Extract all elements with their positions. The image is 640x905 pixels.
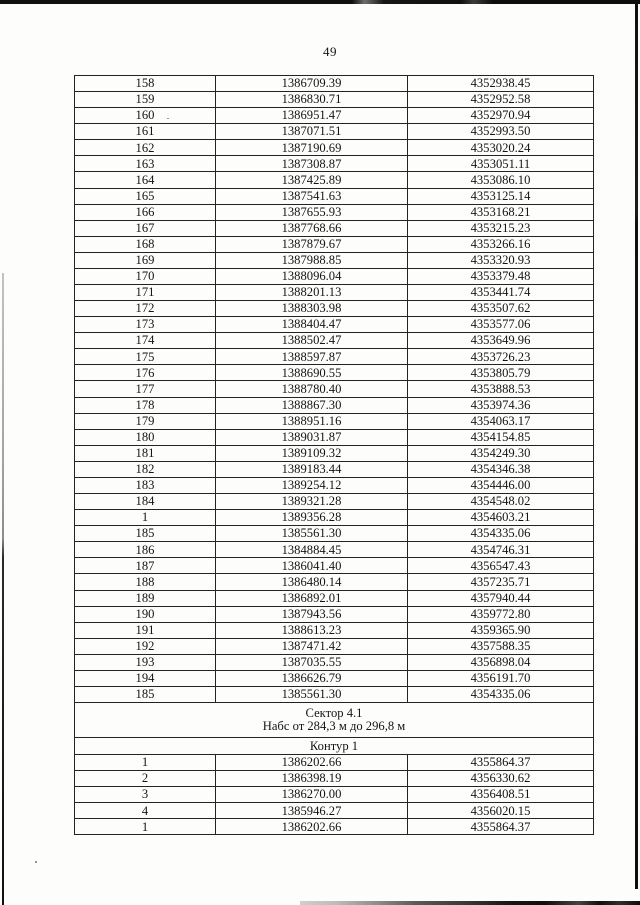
coordinate-x-cell: 1387071.51	[216, 124, 408, 140]
coordinate-y-cell: 4353020.24	[408, 140, 594, 156]
coordinate-x-cell: 1386202.66	[216, 755, 408, 771]
coordinate-y-cell: 4356020.15	[408, 803, 594, 819]
table-row	[75, 204, 594, 220]
coordinate-y-cell: 4354335.06	[408, 686, 594, 702]
coordinate-x-cell: 1388096.04	[216, 268, 408, 284]
coordinate-y-cell: 4357235.71	[408, 574, 594, 590]
coordinate-x-cell: 1388303.98	[216, 301, 408, 317]
coordinate-x-cell: 1388404.47	[216, 317, 408, 333]
coordinate-x-cell: 1388201.13	[216, 285, 408, 301]
table-row	[75, 397, 594, 413]
table-row	[75, 606, 594, 622]
coordinate-y-cell: 4353168.21	[408, 204, 594, 220]
table-row	[75, 92, 594, 108]
scan-artifact-bottom-edge	[300, 901, 640, 905]
coordinate-y-cell: 4353805.79	[408, 365, 594, 381]
table-row	[75, 140, 594, 156]
table-row	[75, 301, 594, 317]
coordinate-y-cell: 4353215.23	[408, 220, 594, 236]
point-number-cell: 1	[75, 755, 216, 771]
point-number-cell: 4	[75, 803, 216, 819]
point-number-cell: 180	[75, 429, 216, 445]
table-row	[75, 477, 594, 493]
coordinate-x-cell: 1388597.87	[216, 349, 408, 365]
coordinate-x-cell: 1388502.47	[216, 333, 408, 349]
coordinate-x-cell: 1387879.67	[216, 236, 408, 252]
point-number-cell: 164	[75, 172, 216, 188]
point-number-cell: 184	[75, 494, 216, 510]
table-row	[75, 220, 594, 236]
table-row	[75, 755, 594, 771]
coordinate-y-cell: 4354446.00	[408, 477, 594, 493]
point-number-cell: 178	[75, 397, 216, 413]
section-title-row	[75, 703, 594, 738]
point-number-cell: 173	[75, 317, 216, 333]
point-number-cell: 174	[75, 333, 216, 349]
table-row	[75, 381, 594, 397]
coordinate-y-cell: 4353649.96	[408, 333, 594, 349]
point-number-cell: 190	[75, 606, 216, 622]
section-header	[75, 703, 594, 755]
point-number-cell: 170	[75, 268, 216, 284]
point-number-cell: 172	[75, 301, 216, 317]
coordinate-x-cell: 1387768.66	[216, 220, 408, 236]
coordinate-x-cell: 1387943.56	[216, 606, 408, 622]
coordinate-x-cell: 1388613.23	[216, 622, 408, 638]
coordinate-x-cell: 1389321.28	[216, 494, 408, 510]
coordinate-x-cell: 1386709.39	[216, 76, 408, 92]
table-row	[75, 574, 594, 590]
coordinate-y-cell: 4353441.74	[408, 285, 594, 301]
coordinate-x-cell: 1386041.40	[216, 558, 408, 574]
point-number-cell: 176	[75, 365, 216, 381]
table-row	[75, 526, 594, 542]
scan-artifact-top-edge	[0, 0, 640, 4]
coordinate-y-cell: 4357588.35	[408, 638, 594, 654]
coordinate-y-cell: 4353125.14	[408, 188, 594, 204]
coordinate-x-cell: 1387308.87	[216, 156, 408, 172]
coordinate-x-cell: 1387988.85	[216, 252, 408, 268]
coordinate-x-cell: 1385561.30	[216, 686, 408, 702]
table-row	[75, 819, 594, 835]
table-row	[75, 124, 594, 140]
table-row	[75, 494, 594, 510]
table-row	[75, 172, 594, 188]
coordinate-y-cell: 4353320.93	[408, 252, 594, 268]
coordinate-y-cell: 4354603.21	[408, 510, 594, 526]
coordinate-y-cell: 4353051.11	[408, 156, 594, 172]
coordinate-y-cell: 4352938.45	[408, 76, 594, 92]
coordinate-y-cell: 4353379.48	[408, 268, 594, 284]
coordinate-x-cell: 1389356.28	[216, 510, 408, 526]
coordinate-x-cell: 1386398.19	[216, 771, 408, 787]
coordinate-x-cell: 1386892.01	[216, 590, 408, 606]
coordinate-y-cell: 4353507.62	[408, 301, 594, 317]
point-number-cell: 169	[75, 252, 216, 268]
coordinate-x-cell: 1385561.30	[216, 526, 408, 542]
coordinate-y-cell: 4353577.06	[408, 317, 594, 333]
table-row	[75, 542, 594, 558]
coordinate-y-cell: 4353888.53	[408, 381, 594, 397]
point-number-cell: 166	[75, 204, 216, 220]
point-number-cell: 167	[75, 220, 216, 236]
coordinate-x-cell: 1387541.63	[216, 188, 408, 204]
coordinate-x-cell: 1386480.14	[216, 574, 408, 590]
coordinate-y-cell: 4356330.62	[408, 771, 594, 787]
contour-row	[75, 738, 594, 755]
coordinate-y-cell: 4356191.70	[408, 670, 594, 686]
coordinate-y-cell: 4354249.30	[408, 445, 594, 461]
coordinate-y-cell: 4353086.10	[408, 172, 594, 188]
scan-artifact-left-edge	[2, 273, 4, 905]
section-title-cell	[75, 703, 594, 738]
scan-speck	[35, 861, 37, 863]
table-row	[75, 590, 594, 606]
coordinate-x-cell: 1388690.55	[216, 365, 408, 381]
table-row	[75, 156, 594, 172]
point-number-cell: 177	[75, 381, 216, 397]
point-number-cell: 181	[75, 445, 216, 461]
table-row	[75, 803, 594, 819]
coordinate-x-cell: 1388780.40	[216, 381, 408, 397]
point-number-cell: 186	[75, 542, 216, 558]
coordinate-y-cell: 4356547.43	[408, 558, 594, 574]
point-number-cell: 1	[75, 819, 216, 835]
coordinate-y-cell: 4355864.37	[408, 755, 594, 771]
point-number-cell: 194	[75, 670, 216, 686]
table-row	[75, 670, 594, 686]
coordinate-y-cell: 4356898.04	[408, 654, 594, 670]
section-subtitle: Набс от 284,3 м до 296,8 м	[262, 719, 406, 734]
coordinate-x-cell: 1386626.79	[216, 670, 408, 686]
table-row	[75, 686, 594, 702]
point-number-cell: 182	[75, 461, 216, 477]
table-body-part1	[75, 76, 594, 703]
point-number-cell: 171	[75, 285, 216, 301]
coordinate-x-cell: 1389183.44	[216, 461, 408, 477]
point-number-cell: 188	[75, 574, 216, 590]
coordinate-x-cell: 1389109.32	[216, 445, 408, 461]
table-row	[75, 317, 594, 333]
coordinate-y-cell: 4355864.37	[408, 819, 594, 835]
table-row	[75, 429, 594, 445]
coordinate-y-cell: 4354063.17	[408, 413, 594, 429]
contour-label: Контур 1	[75, 738, 594, 755]
table-row	[75, 445, 594, 461]
point-number-cell: 163	[75, 156, 216, 172]
table-row	[75, 268, 594, 284]
coordinate-y-cell: 4352970.94	[408, 108, 594, 124]
point-number-cell: 179	[75, 413, 216, 429]
coordinate-y-cell: 4359365.90	[408, 622, 594, 638]
table-row	[75, 349, 594, 365]
point-number-cell: 192	[75, 638, 216, 654]
coordinate-y-cell: 4354154.85	[408, 429, 594, 445]
coordinate-y-cell: 4356408.51	[408, 787, 594, 803]
table-row	[75, 638, 594, 654]
table-row	[75, 285, 594, 301]
coordinate-x-cell: 1386951.47	[216, 108, 408, 124]
coordinate-x-cell: 1388951.16	[216, 413, 408, 429]
coordinate-y-cell: 4354746.31	[408, 542, 594, 558]
point-number-cell: 175	[75, 349, 216, 365]
coordinate-y-cell: 4353726.23	[408, 349, 594, 365]
point-number-cell: 185	[75, 686, 216, 702]
table-row	[75, 622, 594, 638]
point-number-cell: 1	[75, 510, 216, 526]
point-number-cell: 161	[75, 124, 216, 140]
point-number-cell: 183	[75, 477, 216, 493]
coordinate-x-cell: 1386270.00	[216, 787, 408, 803]
coordinate-x-cell: 1387035.55	[216, 654, 408, 670]
point-number-cell: 160	[75, 108, 216, 124]
coordinate-y-cell: 4352993.50	[408, 124, 594, 140]
page-number: 49	[323, 44, 337, 59]
table-row	[75, 108, 594, 124]
coordinate-y-cell: 4352952.58	[408, 92, 594, 108]
scan-artifact-right-edge	[635, 0, 638, 889]
coordinate-y-cell: 4354335.06	[408, 526, 594, 542]
coordinate-x-cell: 1386202.66	[216, 819, 408, 835]
coordinate-x-cell: 1387471.42	[216, 638, 408, 654]
point-number-cell: 165	[75, 188, 216, 204]
coordinate-x-cell: 1387425.89	[216, 172, 408, 188]
coordinate-x-cell: 1389254.12	[216, 477, 408, 493]
coordinate-y-cell: 4353266.16	[408, 236, 594, 252]
coordinate-x-cell: 1384884.45	[216, 542, 408, 558]
point-number-cell: 189	[75, 590, 216, 606]
table-row	[75, 236, 594, 252]
coordinate-x-cell: 1387655.93	[216, 204, 408, 220]
point-number-cell: 3	[75, 787, 216, 803]
coordinate-x-cell: 1389031.87	[216, 429, 408, 445]
table-row	[75, 188, 594, 204]
table-row	[75, 413, 594, 429]
table-row	[75, 771, 594, 787]
point-number-cell: 168	[75, 236, 216, 252]
table-row	[75, 558, 594, 574]
coordinate-x-cell: 1386830.71	[216, 92, 408, 108]
point-number-cell: 159	[75, 92, 216, 108]
point-number-cell: 158	[75, 76, 216, 92]
coordinate-y-cell: 4359772.80	[408, 606, 594, 622]
coordinate-y-cell: 4354548.02	[408, 494, 594, 510]
coordinate-x-cell: 1387190.69	[216, 140, 408, 156]
coordinate-y-cell: 4353974.36	[408, 397, 594, 413]
table-row	[75, 333, 594, 349]
table-row	[75, 461, 594, 477]
point-number-cell: 2	[75, 771, 216, 787]
coordinate-x-cell: 1388867.30	[216, 397, 408, 413]
coordinates-table	[74, 75, 594, 835]
point-number-cell: 187	[75, 558, 216, 574]
point-number-cell: 193	[75, 654, 216, 670]
point-number-cell: 185	[75, 526, 216, 542]
point-number-cell: 162	[75, 140, 216, 156]
coordinate-y-cell: 4354346.38	[408, 461, 594, 477]
section-title: Сектор 4.1	[305, 706, 363, 721]
table-row	[75, 76, 594, 92]
table-body-part2	[75, 755, 594, 835]
point-number-cell: 191	[75, 622, 216, 638]
table-row	[75, 252, 594, 268]
table-row	[75, 510, 594, 526]
table-row	[75, 654, 594, 670]
coordinate-y-cell: 4357940.44	[408, 590, 594, 606]
table-row	[75, 787, 594, 803]
coordinate-x-cell: 1385946.27	[216, 803, 408, 819]
table-row	[75, 365, 594, 381]
